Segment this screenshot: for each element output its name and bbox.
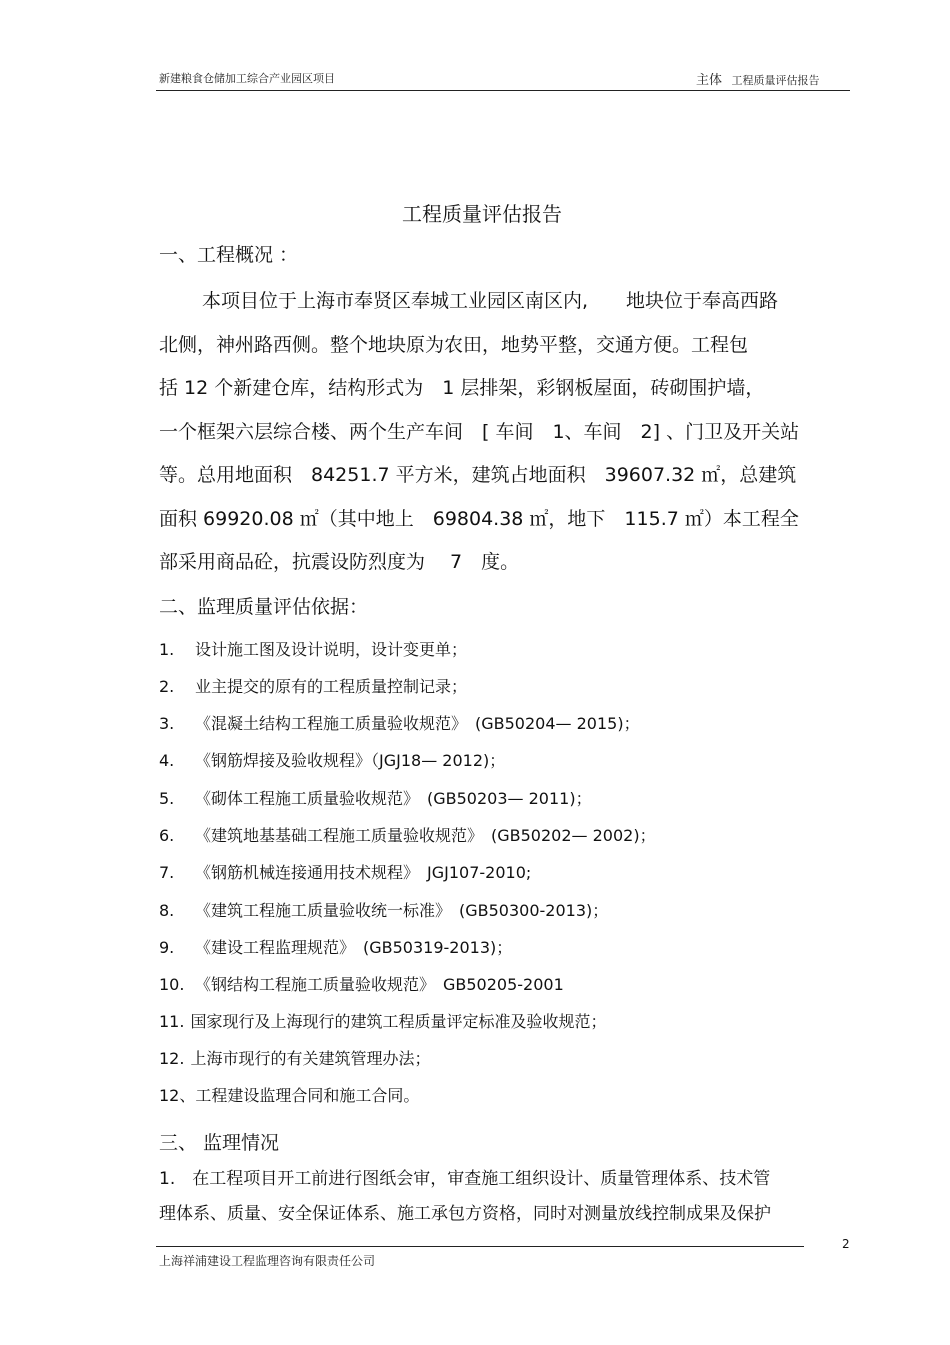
footer-company: 上海祥浦建设工程监理咨询有限责任公司 [159,1254,376,1268]
footer-rule [156,1246,804,1247]
basis-item: 5. 《砌体工程施工质量验收规范》 (GB50203— 2011)； [159,789,592,808]
section-3-heading: 三、 监理情况 [159,1132,280,1154]
section-2-heading: 二、监理质量评估依据： [159,596,369,618]
section-1-line: 等。总用地面积 84251.7 平方米，建筑占地面积 39607.32 ㎡，总建筑 [159,464,797,486]
basis-item: 10. 《钢结构工程施工质量验收规范》 GB50205-2001 [159,975,564,994]
basis-item: 2. 业主提交的原有的工程质量控制记录； [159,677,468,696]
section-3-line: 1. 在工程项目开工前进行图纸会审，审查施工组织设计、质量管理体系、技术管 [159,1169,771,1189]
header-prefix: 主体 [696,73,723,88]
document-title: 工程质量评估报告 [402,202,562,226]
basis-item: 6. 《建筑地基基础工程施工质量验收规范》 (GB50202— 2002)； [159,826,656,845]
section-1-line: 部采用商品砼，抗震设防烈度为 7 度。 [159,551,520,573]
basis-item: 11. 国家现行及上海现行的建筑工程质量评定标准及验收规范； [159,1012,607,1031]
header-project-name: 新建粮食仓储加工综合产业园区项目 [159,72,335,85]
section-1-line: 括 12 个新建仓库，结构形式为 1 层排架，彩钢板屋面，砖砌围护墙， [159,377,765,399]
section-1-line: 本项目位于上海市奉贤区奉城工业园区南区内, 地块位于奉高西路 [202,290,779,312]
page-number: 2 [842,1237,850,1251]
section-1-heading: 一、工程概况 ： [159,244,299,266]
basis-item: 4. 《钢筋焊接及验收规程》（JGJ18— 2012)； [159,751,506,770]
section-3-line: 理体系、质量、安全保证体系、施工承包方资格，同时对测量放线控制成果及保护 [159,1204,771,1224]
basis-item: 9. 《建设工程监理规范》 (GB50319-2013)； [159,938,513,957]
basis-item: 3. 《混凝土结构工程施工质量验收规范》 (GB50204— 2015)； [159,714,640,733]
basis-item: 7. 《钢筋机械连接通用技术规程》 JGJ107-2010; [159,863,532,882]
header-rule [156,90,850,91]
header-doc-type [696,69,820,88]
basis-item: 12. 上海市现行的有关建筑管理办法； [159,1049,431,1068]
basis-item: 8. 《建筑工程施工质量验收统一标准》 (GB50300-2013)； [159,901,609,920]
section-1-line: 一个框架六层综合楼、两个生产车间 [ 车间 1、车间 2] 、门卫及开关站 [159,421,800,443]
section-1-line: 北侧，神州路西侧。整个地块原为农田，地势平整，交通方便。工程包 [159,334,749,356]
basis-item: 12、工程建设监理合同和施工合同。 [159,1086,420,1105]
header-doc-title: 工程质量评估报告 [731,74,820,87]
section-1-line: 面积 69920.08 ㎡（其中地上 69804.38 ㎡，地下 115.7 ㎡）本工程全 [159,508,799,530]
basis-item: 1. 设计施工图及设计说明，设计变更单； [159,640,468,659]
